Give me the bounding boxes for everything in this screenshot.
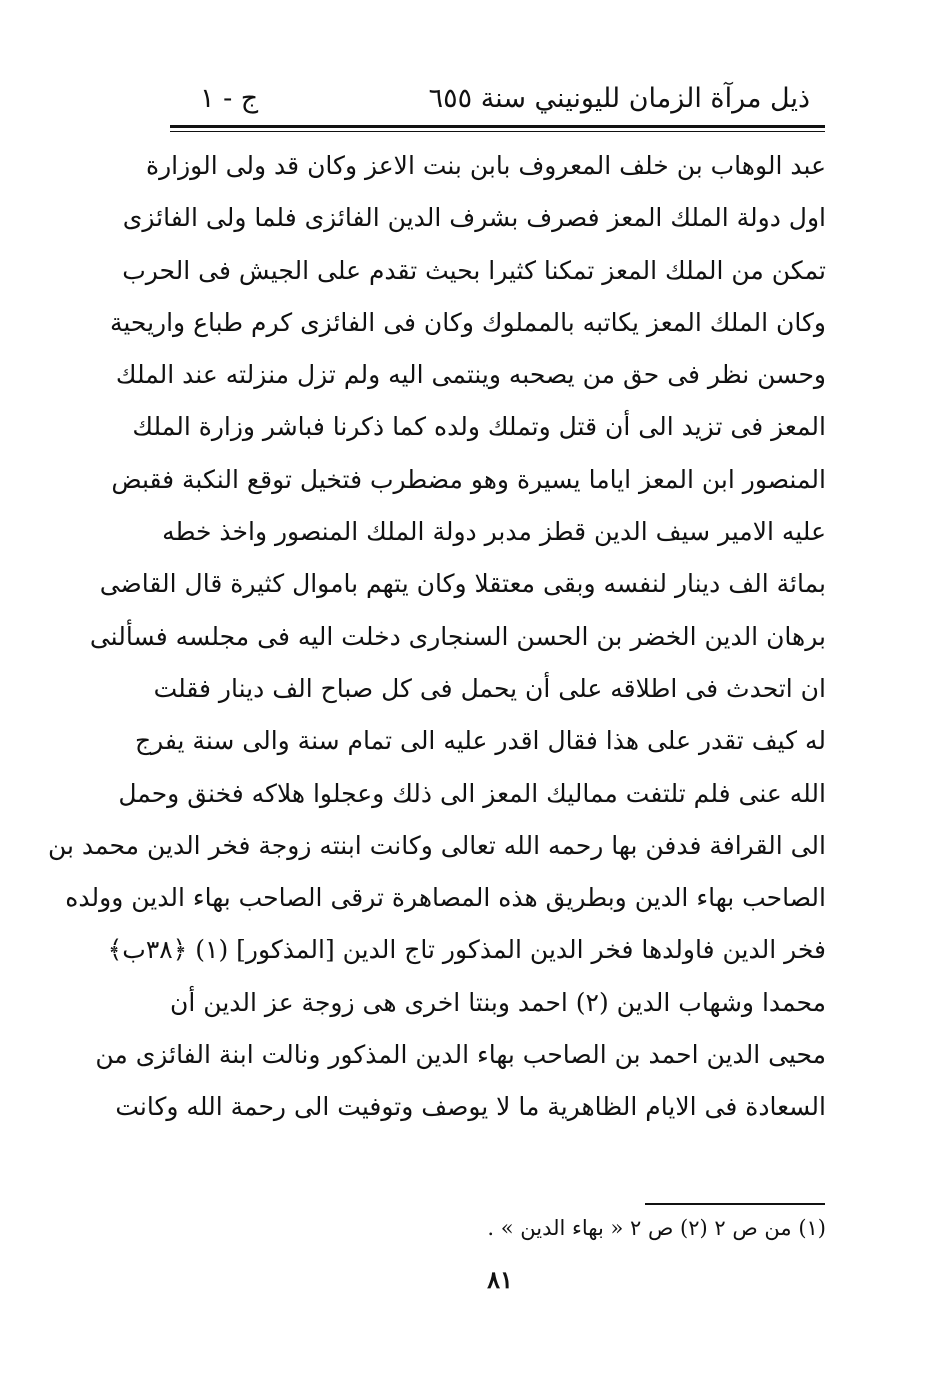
text-line: اول دولة الملك المعز فصرف بشرف الدين الفائزى فلما ولى الفائزى [122,203,826,233]
page-number: ٨١ [487,1265,513,1294]
footnote: (١) من ص ٢ (٢) ص ٢ « بهاء الدين » . [487,1216,826,1240]
header-rule-thick [170,125,825,128]
text-line: عبد الوهاب بن خلف المعروف بابن بنت الاعز وكان قد ولى الوزارة [145,151,826,180]
text-line: المعز فى تزيد الى أن قتل وتملك ولده كما ذكرنا فباشر وزارة الملك [132,412,826,442]
text-line: الله عنى فلم تلتفت مماليك المعز الى ذلك وعجلوا هلاكه فخنق وحمل [118,778,826,808]
text-line: فخر الدين فاولدها فخر الدين المذكور تاج الدين [المذكور] (١) ﴿٣٨ب﴾ [107,935,826,965]
text-line: محمدا وشهاب الدين (٢) احمد وبنتا اخرى هى زوجة عز الدين أن [170,987,826,1017]
running-head-title: ذيل مرآة الزمان لليونيني سنة ٦٥٥ [428,82,810,114]
text-line: الصاحب بهاء الدين وبطريق هذه المصاهرة ترقى الصاحب بهاء الدين وولده [65,883,826,913]
text-line: برهان الدين الخضر بن الحسن السنجارى دخلت اليه فى مجلسه فسألنى [89,621,826,651]
running-head [200,76,810,120]
header-rule-thin [170,131,825,132]
text-line: الى القرافة فدفن بها رحمه الله تعالى وكانت ابنته زوجة فخر الدين محمد بن [47,830,826,860]
text-line: المنصور ابن المعز اياما يسيرة وهو مضطرب فتخيل توقع النكبة فقبض [111,464,826,494]
text-line: وحسن نظر فى حق من يصحبه وينتمى اليه ولم تزل منزلته عند الملك [115,360,826,390]
footnote-rule [645,1203,825,1205]
text-line: ان اتحدث فى اطلاقه على أن يحمل فى كل صباح الف دينار فقلت [153,673,826,703]
volume-label: ج - ١ [200,82,259,114]
text-line: السعادة فى الايام الظاهرية ما لا يوصف وتوفيت الى رحمة الله وكانت [115,1092,826,1122]
text-line: محيى الدين احمد بن الصاحب بهاء الدين المذكور ونالت ابنة الفائزى من [95,1040,826,1070]
text-line: تمكن من الملك المعز تمكنا كثيرا بحيث تقدم على الجيش فى الحرب [122,255,826,285]
text-line: بمائة الف دينار لنفسه وبقى معتقلا وكان يتهم باموال كثيرة قال القاضى [99,569,826,599]
text-line: وكان الملك المعز يكاتبه بالمملوك وكان فى الفائزى كرم طباع واريحية [109,307,826,337]
text-line: له كيف تقدر على هذا فقال اقدر عليه الى تمام سنة والى سنة يفرج [134,726,826,756]
body-text [47,140,826,1134]
text-line: عليه الامير سيف الدين قطز مدبر دولة الملك المنصور واخذ خطه [162,517,826,547]
